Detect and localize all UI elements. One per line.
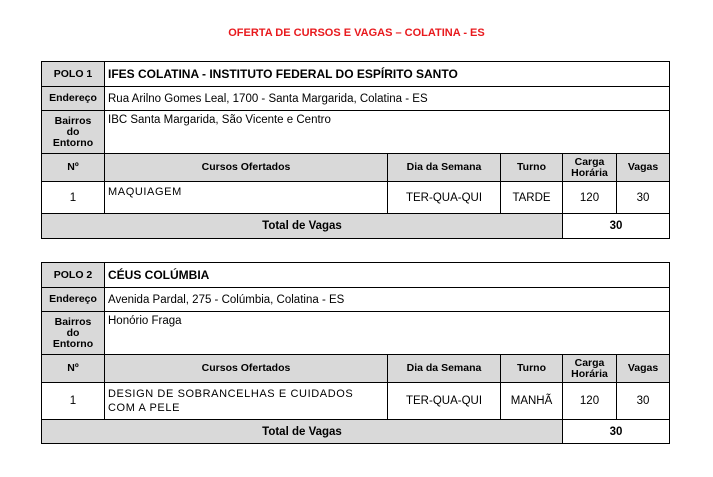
col-header-carga (563, 154, 617, 182)
bairros-label-line: Bairros (54, 315, 92, 328)
col-header-turno: Turno (501, 355, 563, 383)
endereco-label: Endereço (42, 288, 105, 312)
course-vagas: 30 (617, 182, 670, 214)
course-carga: 120 (563, 182, 617, 214)
polo-1-table (41, 61, 670, 239)
carga-label-line: Carga (574, 155, 605, 168)
course-dia: TER-QUA-QUI (388, 182, 501, 214)
course-turno: MANHÃ (501, 383, 563, 420)
polo-label: POLO 1 (42, 62, 105, 87)
total-label: Total de Vagas (42, 420, 563, 444)
total-value: 30 (563, 420, 670, 444)
col-header-turno: Turno (501, 154, 563, 182)
course-carga: 120 (563, 383, 617, 420)
polo-2-table (41, 262, 670, 444)
total-value: 30 (563, 214, 670, 239)
bairros-label-line: Entorno (52, 337, 94, 350)
course-turno: TARDE (501, 182, 563, 214)
bairros-label-line: do (66, 125, 80, 138)
col-header-vagas: Vagas (617, 154, 670, 182)
col-header-cursos: Cursos Ofertados (105, 355, 388, 383)
endereco-value: Avenida Pardal, 275 - Colúmbia, Colatina - ES (105, 288, 670, 312)
course-name: MAQUIAGEM (105, 182, 388, 214)
col-header-carga (563, 355, 617, 383)
course-vagas: 30 (617, 383, 670, 420)
course-dia: TER-QUA-QUI (388, 383, 501, 420)
col-header-num: Nº (42, 355, 105, 383)
polo-name: IFES COLATINA - INSTITUTO FEDERAL DO ESPÍRITO SANTO (105, 62, 670, 87)
bairros-label-line: do (66, 326, 80, 339)
bairros-label-line: Bairros (54, 114, 92, 127)
col-header-dia: Dia da Semana (388, 154, 501, 182)
col-header-dia: Dia da Semana (388, 355, 501, 383)
table-row (42, 383, 670, 420)
polo-name: CÉUS COLÚMBIA (105, 263, 670, 288)
carga-label-line: Horária (571, 367, 608, 380)
course-name: DESIGN DE SOBRANCELHAS E CUIDADOS COM A PELE (105, 383, 388, 420)
course-num: 1 (42, 383, 105, 420)
total-label: Total de Vagas (42, 214, 563, 239)
bairros-label-line: Entorno (52, 136, 94, 149)
bairros-label (42, 312, 105, 355)
col-header-cursos: Cursos Ofertados (105, 154, 388, 182)
col-header-num: Nº (42, 154, 105, 182)
col-header-vagas: Vagas (617, 355, 670, 383)
carga-label-line: Carga (574, 356, 605, 369)
polo-label: POLO 2 (42, 263, 105, 288)
bairros-value: IBC Santa Margarida, São Vicente e Centro (105, 111, 670, 154)
table-row (42, 182, 670, 214)
bairros-label (42, 111, 105, 154)
bairros-value: Honório Fraga (105, 312, 670, 355)
endereco-label: Endereço (42, 87, 105, 111)
document-title: OFERTA DE CURSOS E VAGAS – COLATINA - ES (228, 27, 485, 39)
endereco-value: Rua Arilno Gomes Leal, 1700 - Santa Margarida, Colatina - ES (105, 87, 670, 111)
course-num: 1 (42, 182, 105, 214)
carga-label-line: Horária (571, 166, 608, 179)
